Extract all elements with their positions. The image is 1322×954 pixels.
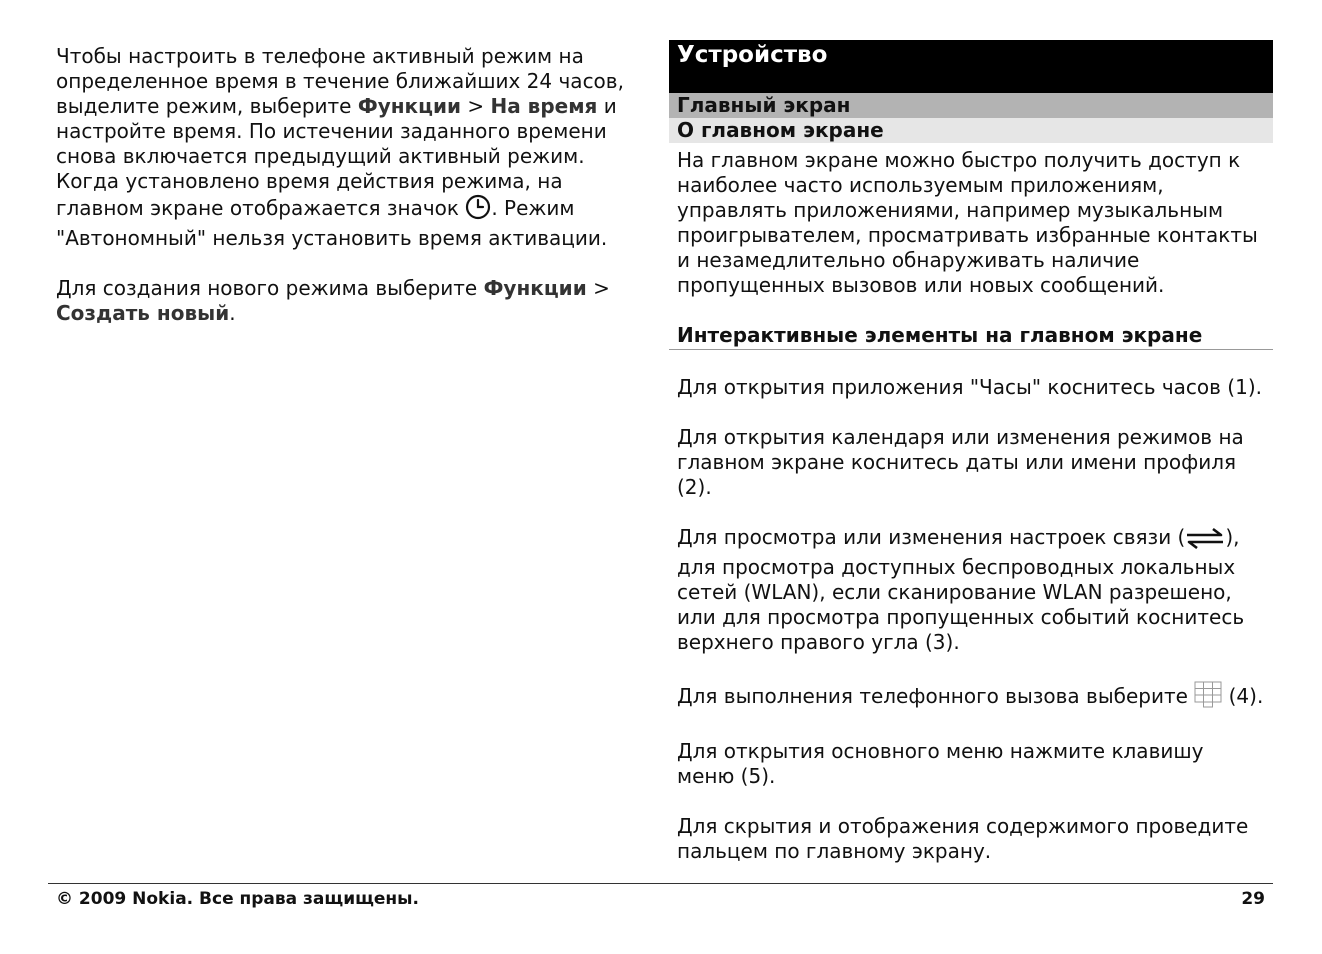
menu-path-timed: На время xyxy=(490,94,598,118)
interactive-elements-heading: Интерактивные элементы на главном экране xyxy=(669,322,1273,350)
menu-path-functions-2: Функции xyxy=(483,276,587,300)
connectivity-arrows-icon xyxy=(1185,527,1225,555)
clock-icon xyxy=(465,194,491,226)
left-column xyxy=(56,44,650,326)
subsection-title: Главный экран xyxy=(669,93,1273,118)
page-number: 29 xyxy=(1241,889,1265,909)
menu-path-create-new: Создать новый xyxy=(56,301,230,325)
item-menu-key: Для открытия основного меню нажмите клавишу меню (5). xyxy=(677,739,1204,788)
create-profile-paragraph: Для создания нового режима выберите Функции > Создать новый. xyxy=(56,276,610,325)
subsubsection-title: О главном экране xyxy=(669,118,1273,143)
item-calendar: Для открытия календаря или изменения режимов на главном экране коснитесь даты или имени профиля (2). xyxy=(677,425,1244,499)
item-connectivity: Для просмотра или изменения настроек связи ( ), для просмотра доступных беспроводных локальных сетей (WLAN), если сканирование WLAN разрешено, или для просмотра пропущенных событий коснитесь верхнего правого угла (3). xyxy=(677,525,1245,654)
timed-profile-paragraph: Чтобы настроить в телефоне активный режим на определенное время в течение ближайших 24 часов, выделите режим, выберите Функции > На время и настройте время. По истечении заданного времени снова включается предыдущий активный режим. Когда установлено время действия режима, на главном экране отображается значок . Режим "Автономный" нельзя установить время активации. xyxy=(56,44,624,250)
copyright-text: © 2009 Nokia. Все права защищены. xyxy=(56,889,420,909)
page-footer xyxy=(48,883,1273,909)
menu-path-functions: Функции xyxy=(357,94,461,118)
home-screen-intro: На главном экране можно быстро получить доступ к наиболее часто используемым приложениям, управлять приложениями, например музыкальным проигрывателем, просматривать избранные контакты и незамедлительно обнаруживать наличие пропущенных вызовов или новых сообщений. xyxy=(677,148,1258,297)
item-dialer: Для выполнения телефонного вызова выберите (4). xyxy=(669,680,1273,714)
interactive-items-list xyxy=(669,375,1273,864)
right-column xyxy=(669,40,1273,864)
section-title: Устройство xyxy=(669,40,1273,93)
dialer-keypad-icon xyxy=(1194,680,1222,714)
item-clock: Для открытия приложения "Часы" коснитесь часов (1). xyxy=(677,375,1262,399)
item-swipe: Для скрытия и отображения содержимого проведите пальцем по главному экрану. xyxy=(677,814,1249,863)
